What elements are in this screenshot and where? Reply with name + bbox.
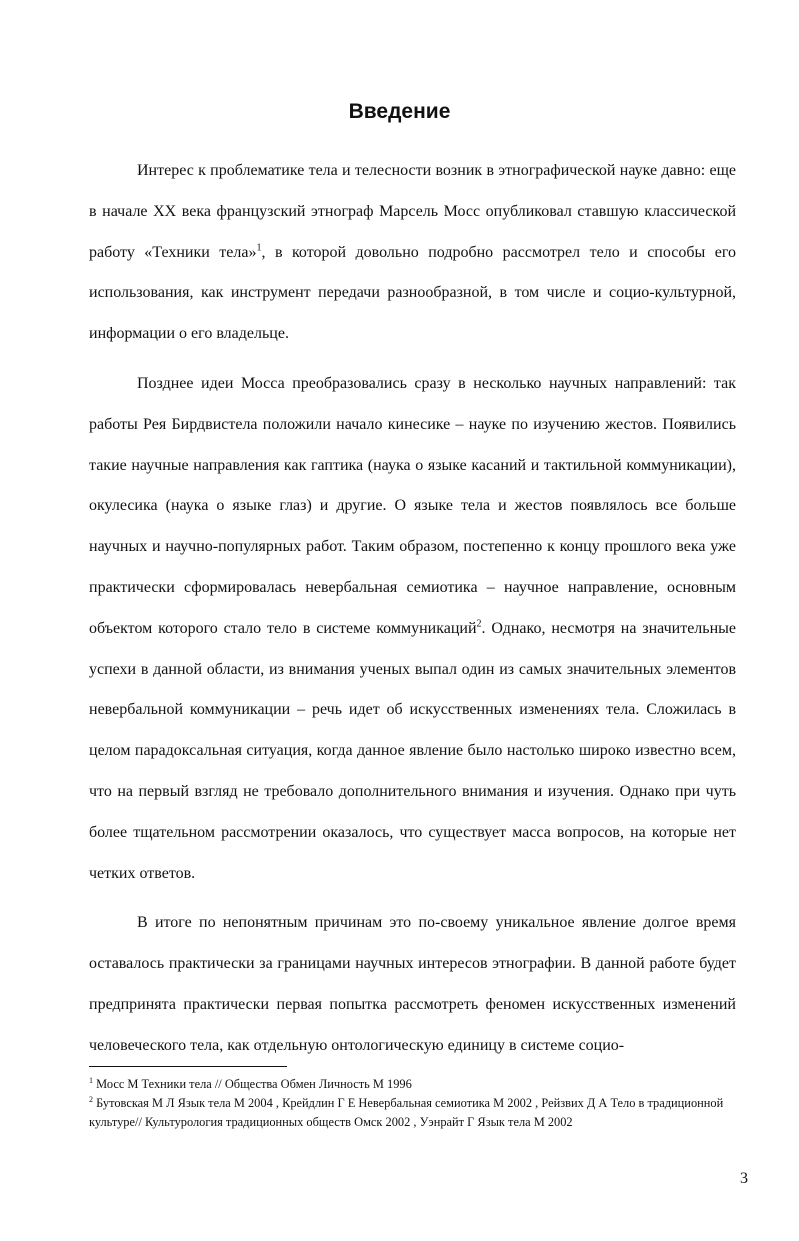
footnote-ref-2: 2	[476, 618, 482, 630]
paragraph-1	[89, 151, 736, 355]
page-number: 3	[740, 1170, 748, 1187]
footnotes	[89, 1075, 739, 1132]
main-text	[89, 151, 736, 1067]
paragraph-2-text-a: Позднее идеи Мосса преобразовались сразу в несколько научных направлений: так работы Рея Бирдвистела положили начало кинесике – науке по изучению жестов. Появились такие научные направления как гаптика (наука о языке касаний и тактильной коммуникации), окулесика (наука о языке глаз) и другие. О языке тела и жестов появлялось все больше научных и научно-популярных работ. Таким образом, постепенно к концу прошлого века уже практически сформировалась невербальная семиотика – научное направление, основным объектом которого стало тело в системе коммуникаций	[89, 374, 736, 637]
paragraph-3: В итоге по непонятным причинам это по-своему уникальное явление долгое время оставалось практически за границами научных интересов этнографии. В данной работе будет предпринята практически первая попытка рассмотреть феномен искусственных изменений человеческого тела, как отдельную онтологическую единицу в системе социо-	[89, 914, 736, 1054]
footnote-divider	[89, 1066, 287, 1067]
paragraph-2-text-b: . Однако, несмотря на значительные успехи в данной области, из внимания ученых выпал один из самых значительных элементов невербальной коммуникации – речь идет об искусственных изменениях тела. Сложилась в целом парадоксальная ситуация, когда данное явление было настолько широко известно всем, что на первый взгляд не требовало дополнительного внимания и изучения. Однако при чуть более тщательном рассмотрении оказалось, что существует масса вопросов, на которые нет четких ответов.	[89, 619, 737, 882]
footnote-1	[89, 1075, 739, 1094]
footnote-mark-2: 2	[89, 1094, 93, 1104]
footnote-2-text: Бутовская М Л Язык тела М 2004 , Крейдлин Г Е Невербальная семиотика М 2002 , Рейзвих Д А Тело в традиционной культуре// Культурология традиционных обществ Омск 2002 , Уэнрайт Г Язык тела М 2002	[89, 1096, 724, 1129]
paragraph-1-text-a: Интерес к проблематике тела и телесности возник в этнографической науке давно: еще в начале XX века французский этнограф Марсель Мосс опубликовал ставшую классической работу «Техники тела»	[89, 162, 736, 261]
page-title: Введение	[348, 100, 451, 124]
paragraph-2	[89, 364, 736, 894]
paragraph-1-text-b: , в которой довольно подробно рассмотрел тело и способы его использования, как инструмент передачи разнообразной, в том числе и социо-культурной, информации о его владельце.	[89, 243, 737, 343]
footnote-mark-1: 1	[89, 1075, 93, 1085]
footnote-2	[89, 1094, 739, 1132]
footnote-1-text: Мосс М Техники тела // Общества Обмен Личность М 1996	[96, 1077, 412, 1091]
footnote-ref-1: 1	[256, 242, 262, 254]
